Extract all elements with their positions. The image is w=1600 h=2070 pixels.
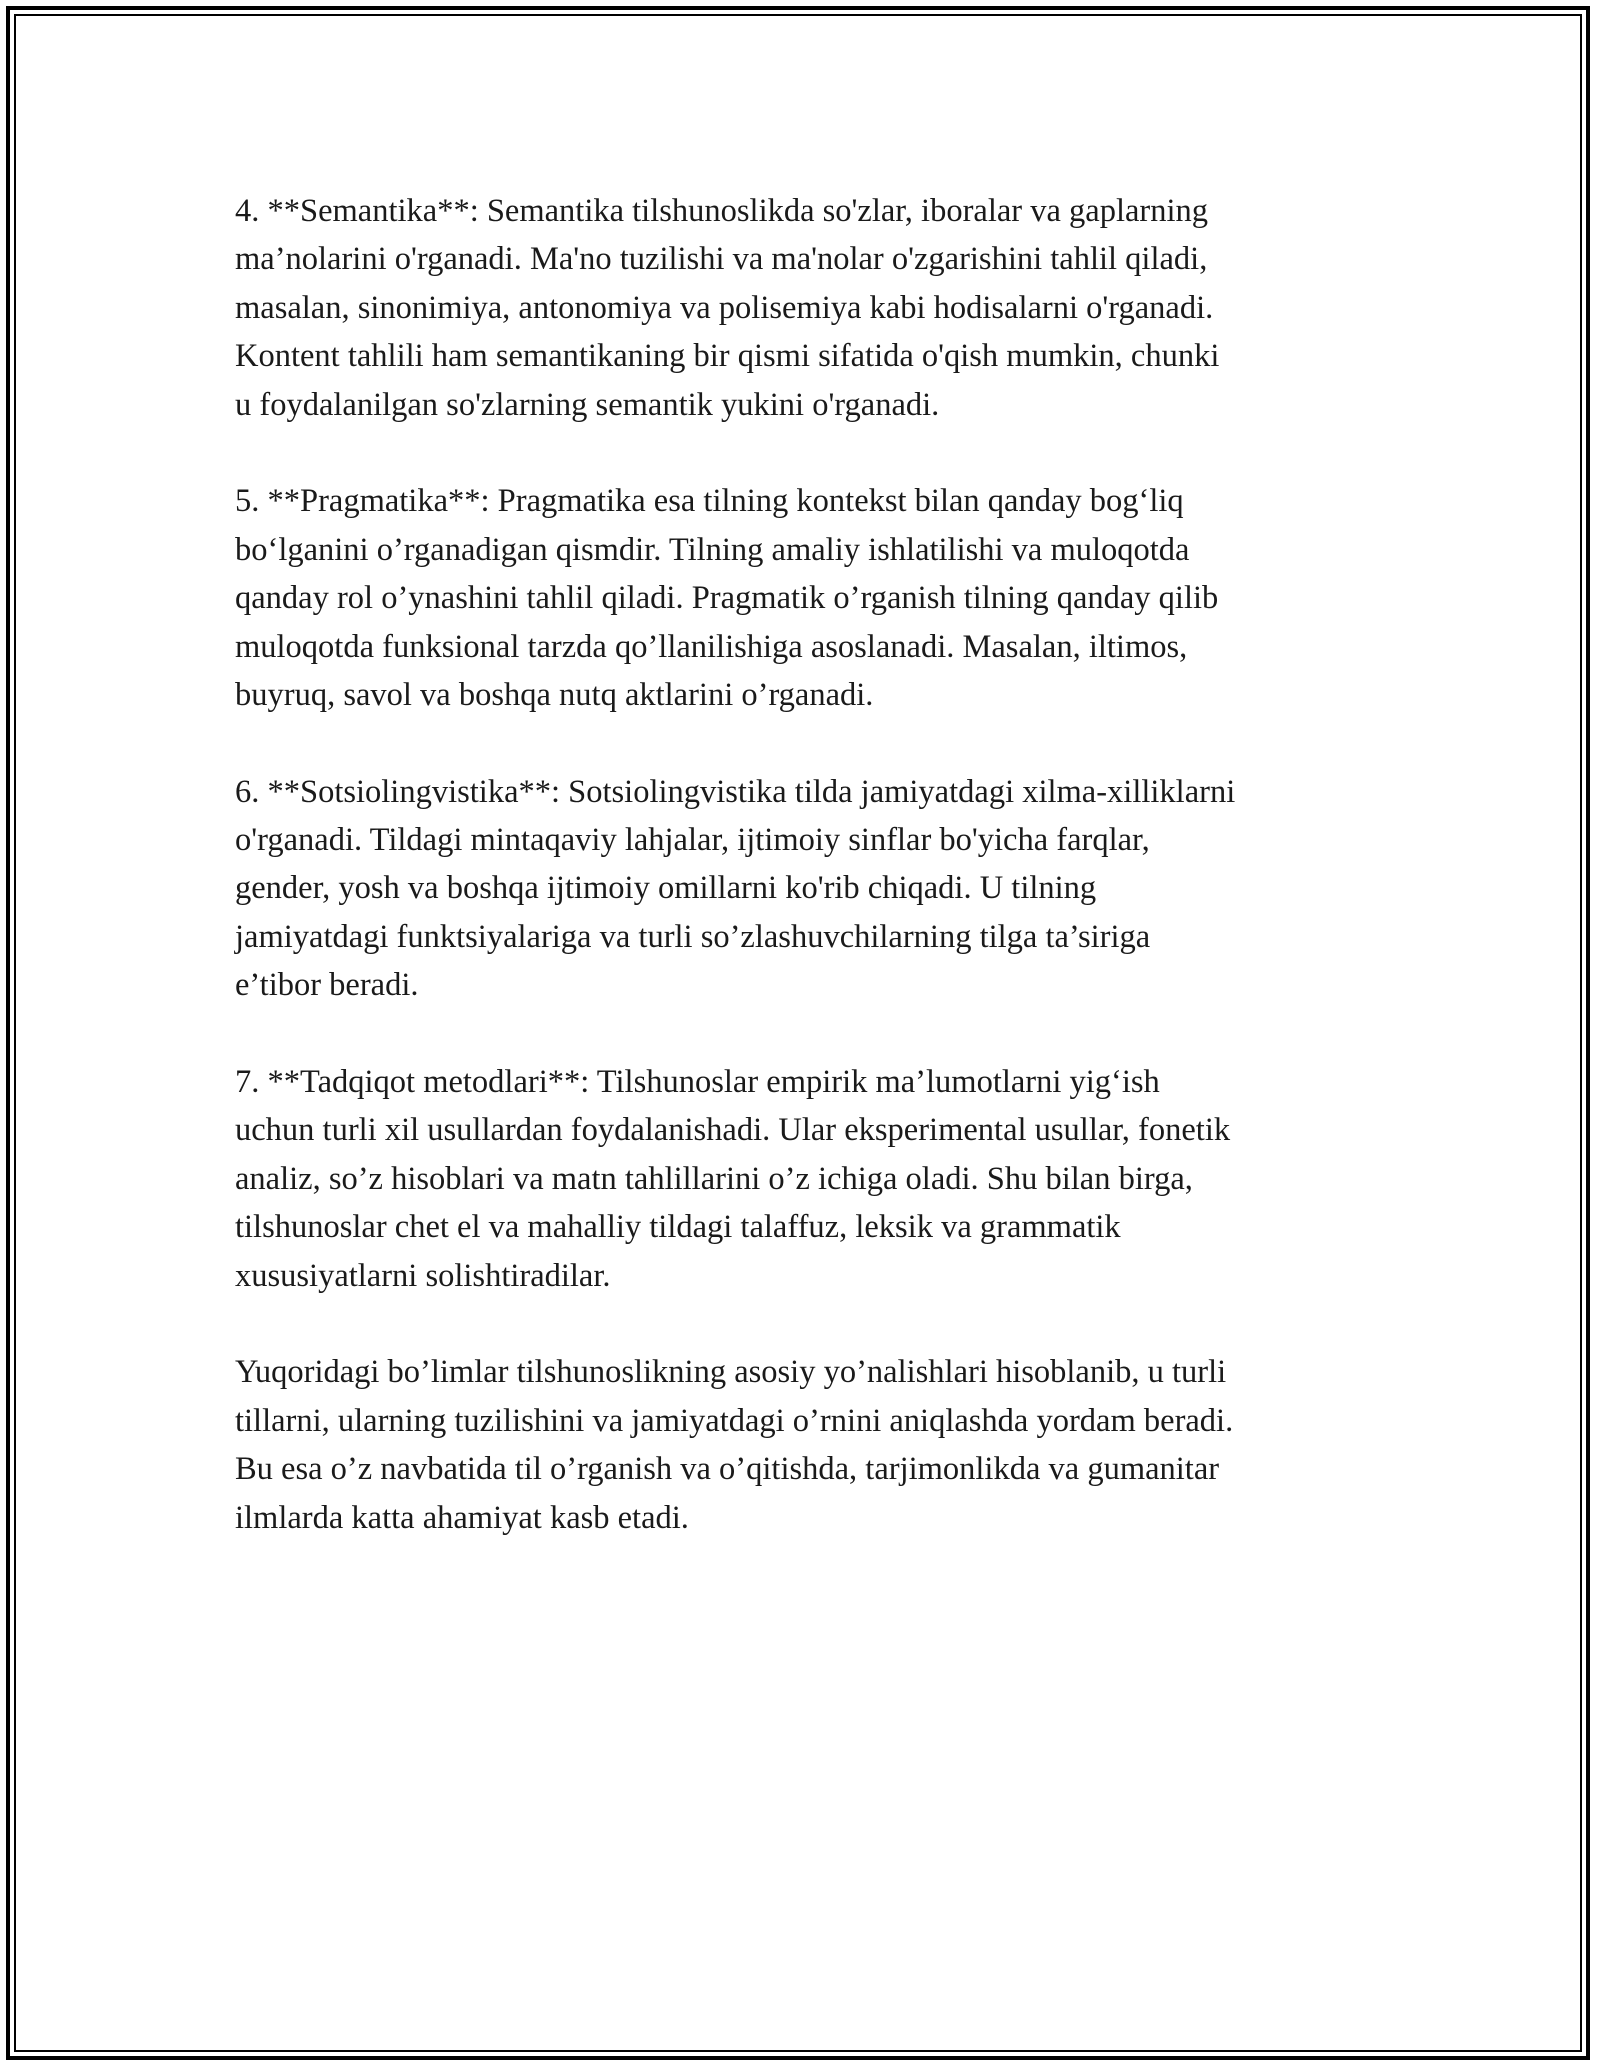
paragraph-semantika [235, 187, 1375, 429]
text-line: Yuqoridagi bo’limlar tilshunoslikning asosiy yo’nalishlari hisoblanib, u turli [235, 1354, 1227, 1391]
text-line: bo‘lganini o’rganadigan qismdir. Tilning amaliy ishlatilishi va muloqotda [235, 531, 1190, 568]
text-line: gender, yosh va boshqa ijtimoiy omillarni ko'rib chiqadi. U tilning [235, 870, 1097, 907]
text-line: o'rganadi. Tildagi mintaqaviy lahjalar, ijtimoiy sinflar bo'yicha farqlar, [235, 822, 1150, 859]
text-line: 7. **Tadqiqot metodlari**: Tilshunoslar empirik ma’lumotlarni yig‘ish [235, 1064, 1160, 1101]
text-line: uchun turli xil usullardan foydalanishadi. Ular eksperimental usullar, fonetik [235, 1112, 1231, 1149]
text-line: tilshunoslar chet el va mahalliy tildagi talaffuz, leksik va grammatik [235, 1209, 1121, 1246]
text-line: buyruq, savol va boshqa nutq aktlarini o’rganadi. [235, 676, 874, 713]
text-line: ilmlarda katta ahamiyat kasb etadi. [235, 1499, 689, 1536]
text-line: muloqotda funksional tarzda qo’llanilishiga asoslanadi. Masalan, iltimos, [235, 628, 1188, 665]
text-line: u foydalanilgan so'zlarning semantik yukini o'rganadi. [235, 386, 940, 423]
paragraph-sotsiolingvistika [235, 768, 1375, 1010]
text-line: qanday rol o’ynashini tahlil qiladi. Pragmatik o’rganish tilning qanday qilib [235, 580, 1219, 617]
document-body [235, 187, 1375, 1542]
text-line: xususiyatlarni solishtiradilar. [235, 1257, 611, 1294]
text-line: ma’nolarini o'rganadi. Ma'no tuzilishi va ma'nolar o'zgarishini tahlil qiladi, [235, 241, 1208, 278]
text-line: Bu esa o’z navbatida til o’rganish va o’qitishda, tarjimonlikda va gumanitar [235, 1451, 1220, 1488]
text-line: 5. **Pragmatika**: Pragmatika esa tilning kontekst bilan qanday bog‘liq [235, 483, 1184, 520]
text-line: 6. **Sotsiolingvistika**: Sotsiolingvistika tilda jamiyatdagi xilma-xilliklarni [235, 773, 1236, 810]
text-line: analiz, so’z hisoblari va matn tahlillarini o’z ichiga oladi. Shu bilan birga, [235, 1160, 1193, 1197]
text-line: tillarni, ularning tuzilishini va jamiyatdagi o’rnini aniqlashda yordam beradi. [235, 1402, 1234, 1439]
paragraph-tadqiqot-metodlari [235, 1058, 1375, 1300]
paragraph-conclusion [235, 1348, 1375, 1542]
text-line: 4. **Semantika**: Semantika tilshunoslikda so'zlar, iboralar va gaplarning [235, 193, 1209, 229]
text-line: jamiyatdagi funktsiyalariga va turli so’zlashuvchilarning tilga ta’siriga [235, 918, 1151, 955]
text-line: e’tibor beradi. [235, 967, 419, 1004]
text-line: masalan, sinonimiya, antonomiya va polisemiya kabi hodisalarni o'rganadi. [235, 289, 1214, 326]
paragraph-pragmatika [235, 477, 1375, 719]
text-line: Kontent tahlili ham semantikaning bir qismi sifatida o'qish mumkin, chunki [235, 338, 1220, 375]
